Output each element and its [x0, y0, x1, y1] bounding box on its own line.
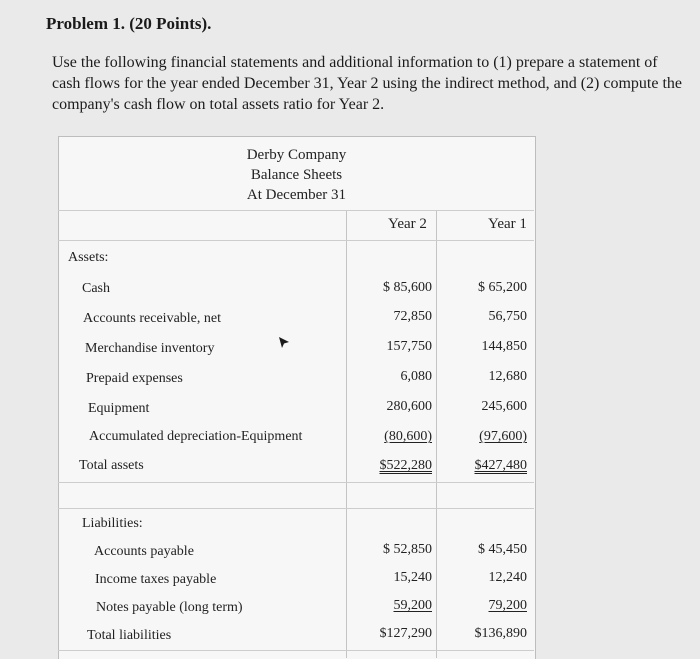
assets-section-label: Assets:: [68, 250, 109, 265]
mouse-pointer-icon: [277, 336, 291, 350]
header-rule: [58, 210, 534, 211]
asset-row-label: Accounts receivable, net: [83, 311, 221, 326]
liability-row-year1: 12,240: [488, 570, 527, 585]
asset-row-label: Accumulated depreciation-Equipment: [89, 429, 303, 444]
liability-row-label: Accounts payable: [94, 544, 194, 559]
total-liabilities-year1: $136,890: [474, 626, 527, 641]
row-rule: [58, 508, 534, 509]
column-divider: [346, 210, 347, 658]
liability-row-year1: 79,200: [488, 598, 527, 613]
asset-row-label: Equipment: [88, 401, 150, 416]
statement-name: Balance Sheets: [250, 167, 343, 183]
asset-row-year2: 157,750: [386, 339, 432, 354]
problem-instructions: Use the following financial statements and additional information to (1) prepare a statement of cash flows for the year ended December 31, Year 2 using the indirect method, and (2) compute the company's cash flow on total assets ratio for Year 2.: [52, 54, 683, 113]
total-assets-year1: $427,480: [474, 458, 527, 473]
asset-row-year2: 280,600: [386, 399, 432, 414]
column-divider: [436, 210, 437, 658]
asset-row-label: Merchandise inventory: [85, 341, 215, 356]
problem-heading: Problem 1. (20 Points).: [46, 14, 212, 33]
liability-row-label: Income taxes payable: [95, 572, 217, 587]
row-rule: [58, 650, 534, 651]
asset-row-label: Cash: [82, 281, 110, 296]
asset-row-year2: 6,080: [400, 369, 432, 384]
asset-row-year1: $ 65,200: [478, 280, 527, 295]
asset-row-year1: 12,680: [488, 369, 527, 384]
asset-row-year2: 72,850: [393, 309, 432, 324]
asset-row-year1: 245,600: [481, 399, 527, 414]
asset-row-year1: 144,850: [481, 339, 527, 354]
total-assets-year2: $522,280: [379, 458, 432, 473]
statement-title: [214, 145, 379, 205]
company-name: Derby Company: [246, 147, 347, 163]
asset-row-year2: (80,600): [384, 429, 432, 444]
column-header-year2: Year 2: [388, 216, 427, 232]
liabilities-section-label: Liabilities:: [82, 516, 143, 531]
asset-row-label: Prepaid expenses: [86, 371, 183, 386]
liability-row-year1: $ 45,450: [478, 542, 527, 557]
total-liabilities-label: Total liabilities: [87, 628, 172, 643]
asset-row-year1: 56,750: [488, 309, 527, 324]
statement-date: At December 31: [246, 187, 347, 203]
asset-row-year2: $ 85,600: [383, 280, 432, 295]
row-rule: [58, 240, 534, 241]
row-rule: [58, 482, 534, 483]
liability-row-year2: $ 52,850: [383, 542, 432, 557]
total-liabilities-year2: $127,290: [379, 626, 432, 641]
liability-row-label: Notes payable (long term): [96, 600, 243, 615]
total-assets-label: Total assets: [79, 458, 144, 473]
liability-row-year2: 59,200: [393, 598, 432, 613]
asset-row-year1: (97,600): [479, 429, 527, 444]
column-header-year1: Year 1: [488, 216, 527, 232]
liability-row-year2: 15,240: [393, 570, 432, 585]
